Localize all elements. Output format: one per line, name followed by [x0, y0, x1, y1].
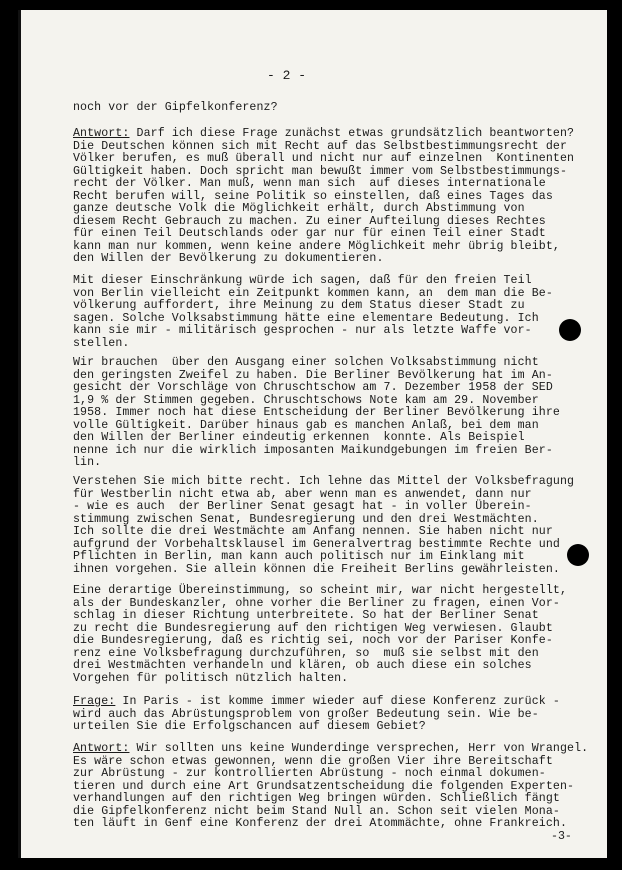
paragraph-2-line: stellen.	[73, 336, 130, 350]
answer-2-line: ten läuft in Genf eine Konferenz der drei Atommächte, ohne Frankreich.	[73, 817, 568, 830]
answer-2-block	[73, 743, 607, 756]
next-page-marker: -3-	[551, 830, 572, 843]
paragraph-4-line: aufgrund der Vorbehaltsklausel im Generalvertrag bestimmte Rechte und	[73, 537, 560, 551]
question-block	[73, 696, 607, 709]
document-page	[18, 10, 607, 858]
paragraph-2-line: sagen. Solche Volksabstimmung hätte eine elementare Bedeutung. Ich	[73, 311, 539, 325]
punch-hole	[559, 319, 581, 341]
paragraph-3-line: Wir brauchen über den Ausgang einer solchen Volksabstimmung nicht	[73, 356, 539, 369]
answer-1-line: Gültigkeit haben. Doch spricht man bewußt immer vom Selbstbestimmungs-	[73, 164, 568, 178]
answer-1-first-line: Darf ich diese Frage zunächst etwas grundsätzlich beantworten?	[129, 127, 575, 140]
paragraph-3-line: nenne ich nur die wirklich imposanten Maikundgebungen im freien Ber-	[73, 443, 553, 457]
paragraph-2-line: völkerung auffordert, ihre Meinung zu dem Status dieser Stadt zu	[73, 299, 525, 312]
paragraph-2-line: kann sie mir - militärisch gesprochen - nur als letzte Waffe vor-	[73, 324, 532, 337]
answer-2-line: die Gipfelkonferenz nicht beim Stand Null an. Schon seit vielen Mona-	[73, 804, 560, 818]
answer-1-line: ganze deutsche Volk die Möglichkeit erhält, durch Abstimmung von	[73, 202, 525, 215]
answer-2-first-line: Wir sollten uns keine Wunderdinge versprechen, Herr von Wrangel.	[129, 742, 589, 755]
paragraph-3-line: den Willen der Berliner eindeutig erkennen konnte. Als Beispiel	[73, 431, 525, 444]
answer-1-line: kann man nur kommen, wenn keine andere Möglichkeit mehr übrig bleibt,	[73, 239, 560, 253]
question-line: urteilen Sie die Erfolgschancen auf diesem Gebiet?	[73, 720, 426, 733]
paragraph-3-line: volle Gültigkeit. Darüber hinaus gab es manchen Anlaß, bei dem man	[73, 418, 539, 432]
paragraph-4-line: Ich sollte die drei Westmächte am Anfang nennen. Sie haben nicht nur	[73, 525, 553, 538]
intro-line: noch vor der Gipfelkonferenz?	[73, 101, 278, 114]
paragraph-3-line: 1958. Immer noch hat diese Entscheidung der Berliner Bevölkerung ihre	[73, 406, 560, 419]
paragraph-5-line: schlag in dieser Richtung unterbreitete. So hat der Berliner Senat	[73, 609, 539, 622]
paragraph-3-line: lin.	[73, 456, 102, 469]
paragraph-3-line: gesicht der Vorschläge von Chruschtschow am 7. Dezember 1958 der SED	[73, 381, 553, 394]
question-first-line: In Paris - ist komme immer wieder auf diese Konferenz zurück -	[115, 695, 560, 708]
answer-label: Antwort:	[73, 742, 130, 755]
page-number: - 2 -	[267, 68, 307, 83]
paragraph-5-line: zu recht die Bundesregierung auf den richtigen Weg verwiesen. Glaubt	[73, 621, 553, 635]
paragraph-4-line: - wie es auch der Berliner Senat gesagt hat - in voller Überein-	[73, 500, 532, 513]
paragraph-5-line: Eine derartige Übereinstimmung, so scheint mir, war nicht hergestellt,	[73, 584, 568, 597]
paragraph-4-line: stimmung zwischen Senat, Bundesregierung und den drei Westmächten.	[73, 512, 539, 526]
answer-1-line: Recht berufen will, seine Politik so einstellen, daß eines Tages das	[73, 189, 553, 203]
answer-1-block	[73, 128, 607, 141]
paragraph-2-line: Mit dieser Einschränkung würde ich sagen, daß für den freien Teil	[73, 274, 532, 287]
answer-1-line: Völker berufen, es muß überall und nicht nur auf einzelnen Kontinenten	[73, 152, 575, 165]
answer-1-line: für einen Teil Deutschlands oder gar nur für einen Teil einer Stadt	[73, 227, 546, 240]
paragraph-5-line: renz eine Volksbefragung durchzuführen, so muß sie selbst mit den	[73, 646, 539, 660]
answer-2-line: zur Abrüstung - zur kontrollierten Abrüstung - noch einmal dokumen-	[73, 767, 546, 780]
answer-2-line: verhandlungen auf den richtigen Weg bringen würden. Schließlich fängt	[73, 792, 560, 805]
answer-1-line: Die Deutschen können sich mit Recht auf das Selbstbestimmungsrecht der	[73, 139, 568, 153]
paragraph-5-line: drei Westmächten verhandeln und klären, ob auch diese ein solches	[73, 659, 532, 672]
paragraph-5-line: Vorgehen für politisch nützlich halten.	[73, 671, 349, 685]
paragraph-3-line: 1,9 % der Stimmen gegeben. Chruschtschows Note kam am 29. November	[73, 393, 539, 407]
answer-2-line: Es wäre schon etwas gewonnen, wenn die großen Vier ihre Bereitschaft	[73, 754, 553, 768]
answer-1-line: den Willen der Bevölkerung zu dokumentieren.	[73, 252, 384, 265]
paragraph-5-line: die Bundesregierung, daß es richtig sei, noch vor der Pariser Konfe-	[73, 634, 553, 647]
paragraph-3-line: den geringsten Zweifel zu haben. Die Berliner Bevölkerung hat im An-	[73, 368, 553, 382]
answer-1-line: diesem Recht Gebrauch zu machen. Zu einer Aufteilung dieses Rechtes	[73, 214, 546, 228]
question-label: Frage:	[73, 695, 116, 708]
paragraph-4-line: ihnen vorgehen. Sie allein können die Freiheit Berlins gewährleisten.	[73, 562, 560, 576]
paragraph-4-line: für Westberlin nicht etwa ab, aber wenn man es anwendet, dann nur	[73, 487, 532, 501]
paragraph-4-line: Pflichten in Berlin, man kann auch politisch nur im Einklang mit	[73, 550, 525, 563]
answer-1-line: recht der Völker. Man muß, wenn man sich auf dieses internationale	[73, 177, 546, 190]
answer-label: Antwort:	[73, 127, 130, 140]
answer-2-line: tieren und durch eine Art Grundsatzentscheidung die folgenden Experten-	[73, 779, 575, 793]
paragraph-4-line: Verstehen Sie mich bitte recht. Ich lehne das Mittel der Volksbefragung	[73, 475, 575, 488]
paragraph-5-line: als der Bundeskanzler, ohne vorher die Berliner zu fragen, einen Vor-	[73, 596, 560, 610]
paragraph-2-line: von Berlin vielleicht ein Zeitpunkt kommen kann, an dem man die Be-	[73, 286, 553, 300]
punch-hole	[567, 544, 589, 566]
question-line: wird auch das Abrüstungsproblem von großer Bedeutung sein. Wie be-	[73, 707, 539, 721]
